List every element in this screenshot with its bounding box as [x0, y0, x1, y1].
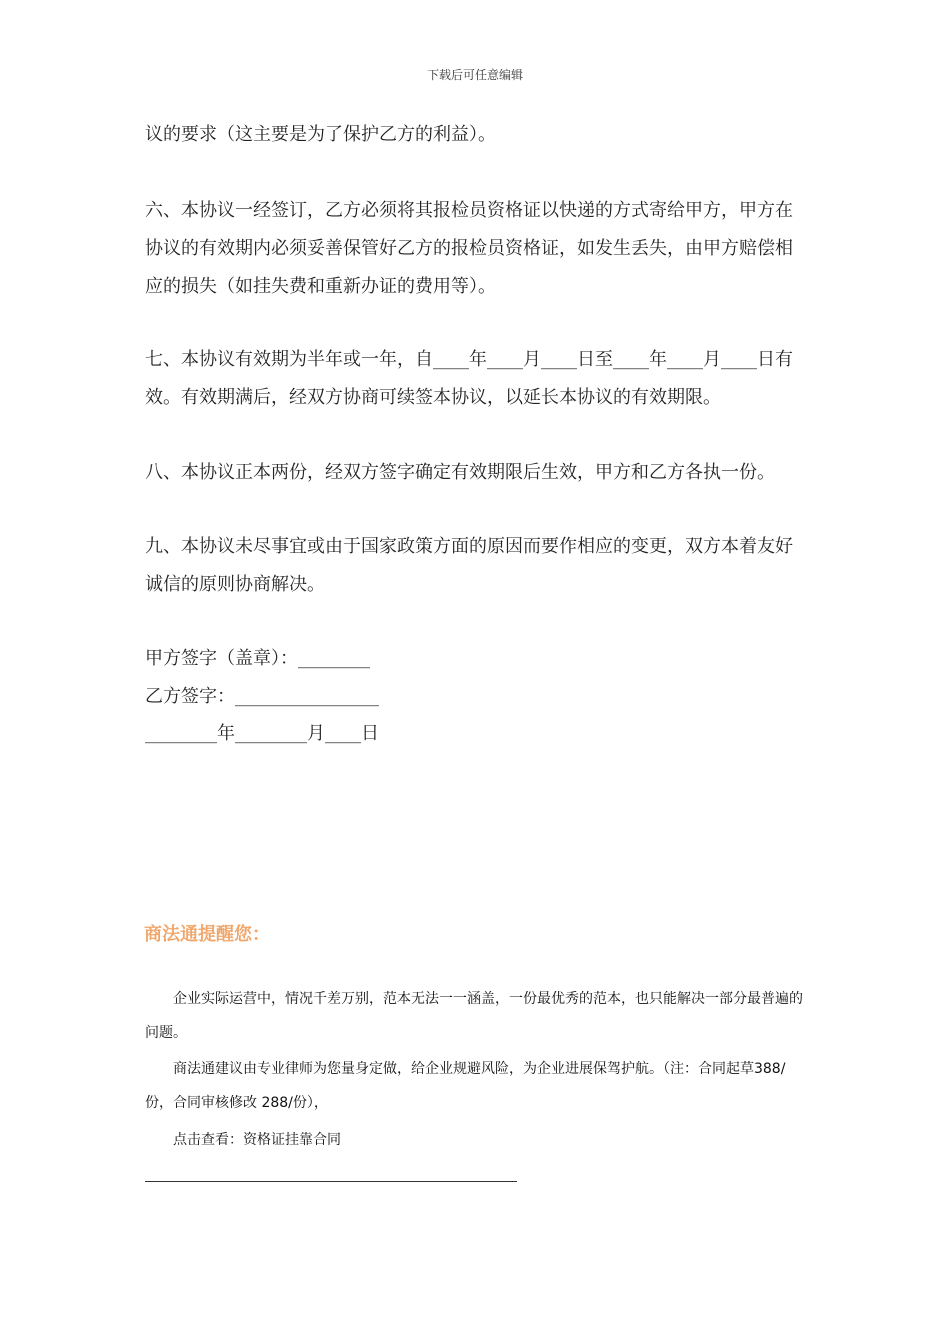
page-header: 下载后可任意编辑 — [426, 68, 523, 82]
view-contract-link[interactable]: 点击查看：资格证挂靠合同 — [173, 1132, 341, 1148]
reminder-note-2: 商法通建议由专业律师为您量身定做，给企业规避风险，为企业进展保驾护航。（注：合同起草388/份，合同审核修改 288/份）， — [145, 1061, 786, 1111]
reminder-title: 商法通提醒您： — [144, 924, 270, 945]
footer-divider — [145, 1181, 517, 1182]
clause-eight: 八、本协议正本两份，经双方签字确定有效期限后生效，甲方和乙方各执一份。 — [145, 462, 775, 483]
party-a-signature-line: 甲方签字（盖章）：________ — [145, 648, 370, 669]
party-b-signature-line: 乙方签字：________________ — [145, 686, 379, 707]
reminder-note-1: 企业实际运营中，情况千差万别，范本无法一一涵盖，一份最优秀的范本，也只能解决一部分最普遍的问题。 — [145, 991, 803, 1041]
clause-seven: 七、本协议有效期为半年或一年，自____年____月____日至____年____月____日有效。有效期满后，经双方协商可续签本协议，以延长本协议的有效期限。 — [145, 349, 793, 408]
paragraph-continued: 议的要求（这主要是为了保护乙方的利益）。 — [145, 124, 496, 145]
clause-nine: 九、本协议未尽事宜或由于国家政策方面的原因而要作相应的变更，双方本着友好诚信的原则协商解决。 — [145, 536, 793, 595]
signature-date-line: ________年________月____日 — [145, 723, 379, 744]
clause-six: 六、本协议一经签订，乙方必须将其报检员资格证以快递的方式寄给甲方，甲方在协议的有效期内必须妥善保管好乙方的报检员资格证，如发生丢失，由甲方赔偿相应的损失（如挂失费和重新办证的费用等）。 — [145, 200, 793, 297]
